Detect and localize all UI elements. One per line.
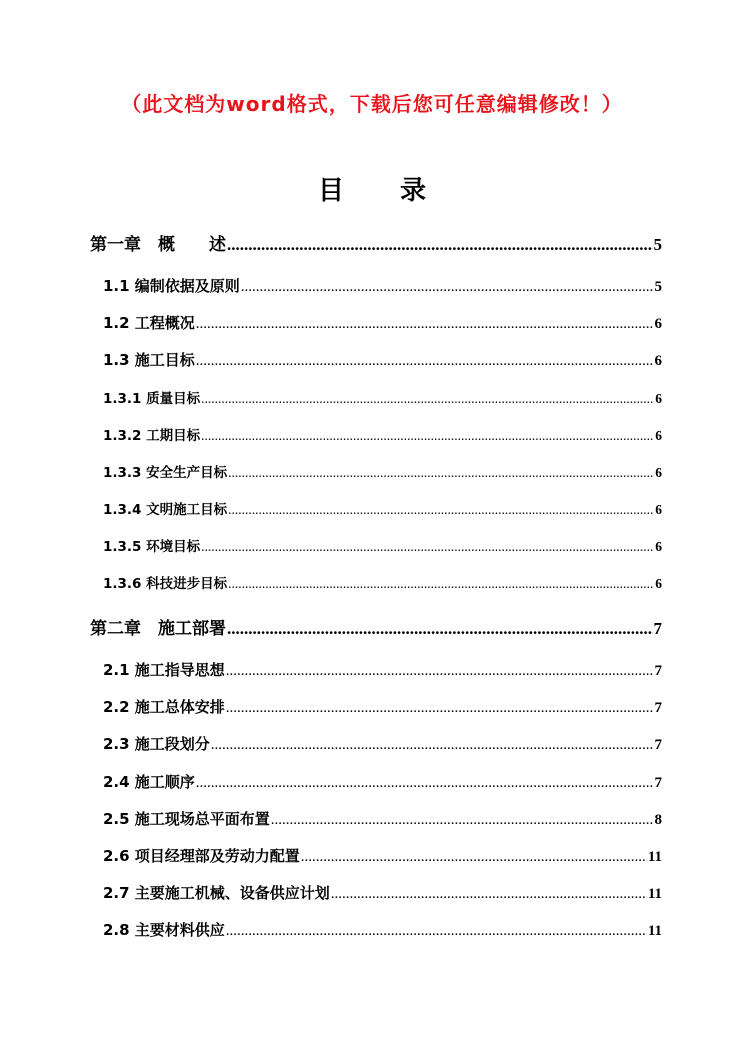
- toc-entry-2-1[interactable]: [103, 659, 662, 680]
- toc-leader-dots: [228, 465, 654, 481]
- toc-entry-2-5[interactable]: [103, 808, 662, 829]
- toc-leader-dots: [331, 886, 647, 903]
- toc-title-char-1: 目: [317, 176, 344, 206]
- toc-entry-page: 6: [655, 539, 662, 554]
- toc-entry-label: 2.4 施工顺序: [103, 773, 195, 791]
- toc-entry-page: 11: [647, 849, 662, 865]
- toc-entry-page: 8: [654, 812, 662, 828]
- toc-leader-dots: [228, 576, 654, 592]
- toc-title-char-2: 录: [400, 176, 427, 206]
- toc-leader-dots: [228, 502, 654, 518]
- toc-leader-dots: [226, 923, 647, 940]
- toc-leader-dots: [201, 539, 654, 555]
- toc-entry-page: 5: [653, 235, 662, 254]
- toc-leader-dots: [227, 619, 653, 639]
- toc-entry-page: 6: [655, 502, 662, 517]
- toc-entry-page: 6: [654, 316, 662, 332]
- toc-leader-dots: [211, 737, 654, 754]
- toc-entry-page: 6: [654, 353, 662, 369]
- toc-entry-page: 5: [654, 279, 662, 295]
- toc-entry-page: 7: [654, 775, 662, 791]
- toc-entry-label: 1.1 编制依据及原则: [103, 277, 240, 295]
- toc-entry-label: 2.8 主要材料供应: [103, 921, 225, 939]
- toc-entry-page: 7: [653, 619, 662, 638]
- toc-entry-1-3[interactable]: [103, 349, 662, 370]
- toc-entry-label: 2.7 主要施工机械、设备供应计划: [103, 884, 330, 902]
- toc-entry-2-4[interactable]: [103, 771, 662, 792]
- toc-leader-dots: [226, 663, 654, 680]
- toc-leader-dots: [271, 812, 654, 829]
- toc-entry-page: 6: [655, 465, 662, 480]
- toc-entry-chapter-2[interactable]: [90, 614, 662, 639]
- toc-leader-dots: [201, 428, 654, 444]
- toc-title: [0, 170, 744, 207]
- toc-leader-dots: [241, 279, 654, 296]
- toc-entry-label: 1.3.5 环境目标: [103, 539, 201, 555]
- toc-entry-2-3[interactable]: [103, 733, 662, 754]
- toc-entry-2-2[interactable]: [103, 696, 662, 717]
- toc-entry-2-7[interactable]: [103, 882, 662, 903]
- toc-entry-2-8[interactable]: [103, 919, 662, 940]
- toc-entry-label: 1.3.2 工期目标: [103, 428, 201, 444]
- toc-entry-label: 2.3 施工段划分: [103, 735, 210, 753]
- toc-entry-1-3-4[interactable]: [103, 498, 662, 518]
- toc-entry-chapter-1[interactable]: [90, 230, 662, 255]
- toc-entry-label: 第一章 概 述: [90, 235, 226, 255]
- toc-entry-page: 11: [647, 923, 662, 939]
- toc-entry-1-3-3[interactable]: [103, 461, 662, 481]
- toc-entry-label: 2.2 施工总体安排: [103, 698, 225, 716]
- toc-entry-2-6[interactable]: [103, 845, 662, 866]
- toc-entry-label: 1.3.3 安全生产目标: [103, 465, 228, 481]
- toc-leader-dots: [196, 353, 654, 370]
- toc-entry-page: 11: [647, 886, 662, 902]
- toc-entry-label: 第二章 施工部署: [90, 619, 226, 639]
- toc-entry-label: 2.1 施工指导思想: [103, 661, 225, 679]
- toc-entry-1-3-6[interactable]: [103, 572, 662, 592]
- toc-leader-dots: [226, 700, 654, 717]
- toc-entry-label: 1.3 施工目标: [103, 351, 195, 369]
- toc-leader-dots: [201, 391, 654, 407]
- toc-entry-1-1[interactable]: [103, 275, 662, 296]
- toc-entry-page: 7: [654, 737, 662, 753]
- toc-leader-dots: [196, 775, 654, 792]
- toc-entry-label: 1.3.6 科技进步目标: [103, 576, 228, 592]
- format-notice: （此文档为word格式，下载后您可任意编辑修改！）: [121, 92, 623, 116]
- toc-entry-label: 2.5 施工现场总平面布置: [103, 810, 270, 828]
- toc-entry-page: 7: [654, 700, 662, 716]
- toc-entry-1-3-2[interactable]: [103, 424, 662, 444]
- toc-entry-page: 6: [655, 391, 662, 406]
- toc-entry-page: 7: [654, 663, 662, 679]
- toc-entry-label: 2.6 项目经理部及劳动力配置: [103, 847, 300, 865]
- toc-leader-dots: [227, 235, 653, 255]
- toc-entry-label: 1.2 工程概况: [103, 314, 195, 332]
- toc-entry-1-2[interactable]: [103, 312, 662, 333]
- toc-entry-label: 1.3.4 文明施工目标: [103, 502, 228, 518]
- toc-leader-dots: [301, 849, 647, 866]
- toc-entry-1-3-5[interactable]: [103, 535, 662, 555]
- toc-entry-page: 6: [655, 576, 662, 591]
- toc-entry-page: 6: [655, 428, 662, 443]
- toc-leader-dots: [196, 316, 654, 333]
- toc-entry-label: 1.3.1 质量目标: [103, 391, 201, 407]
- toc-entry-1-3-1[interactable]: [103, 387, 662, 407]
